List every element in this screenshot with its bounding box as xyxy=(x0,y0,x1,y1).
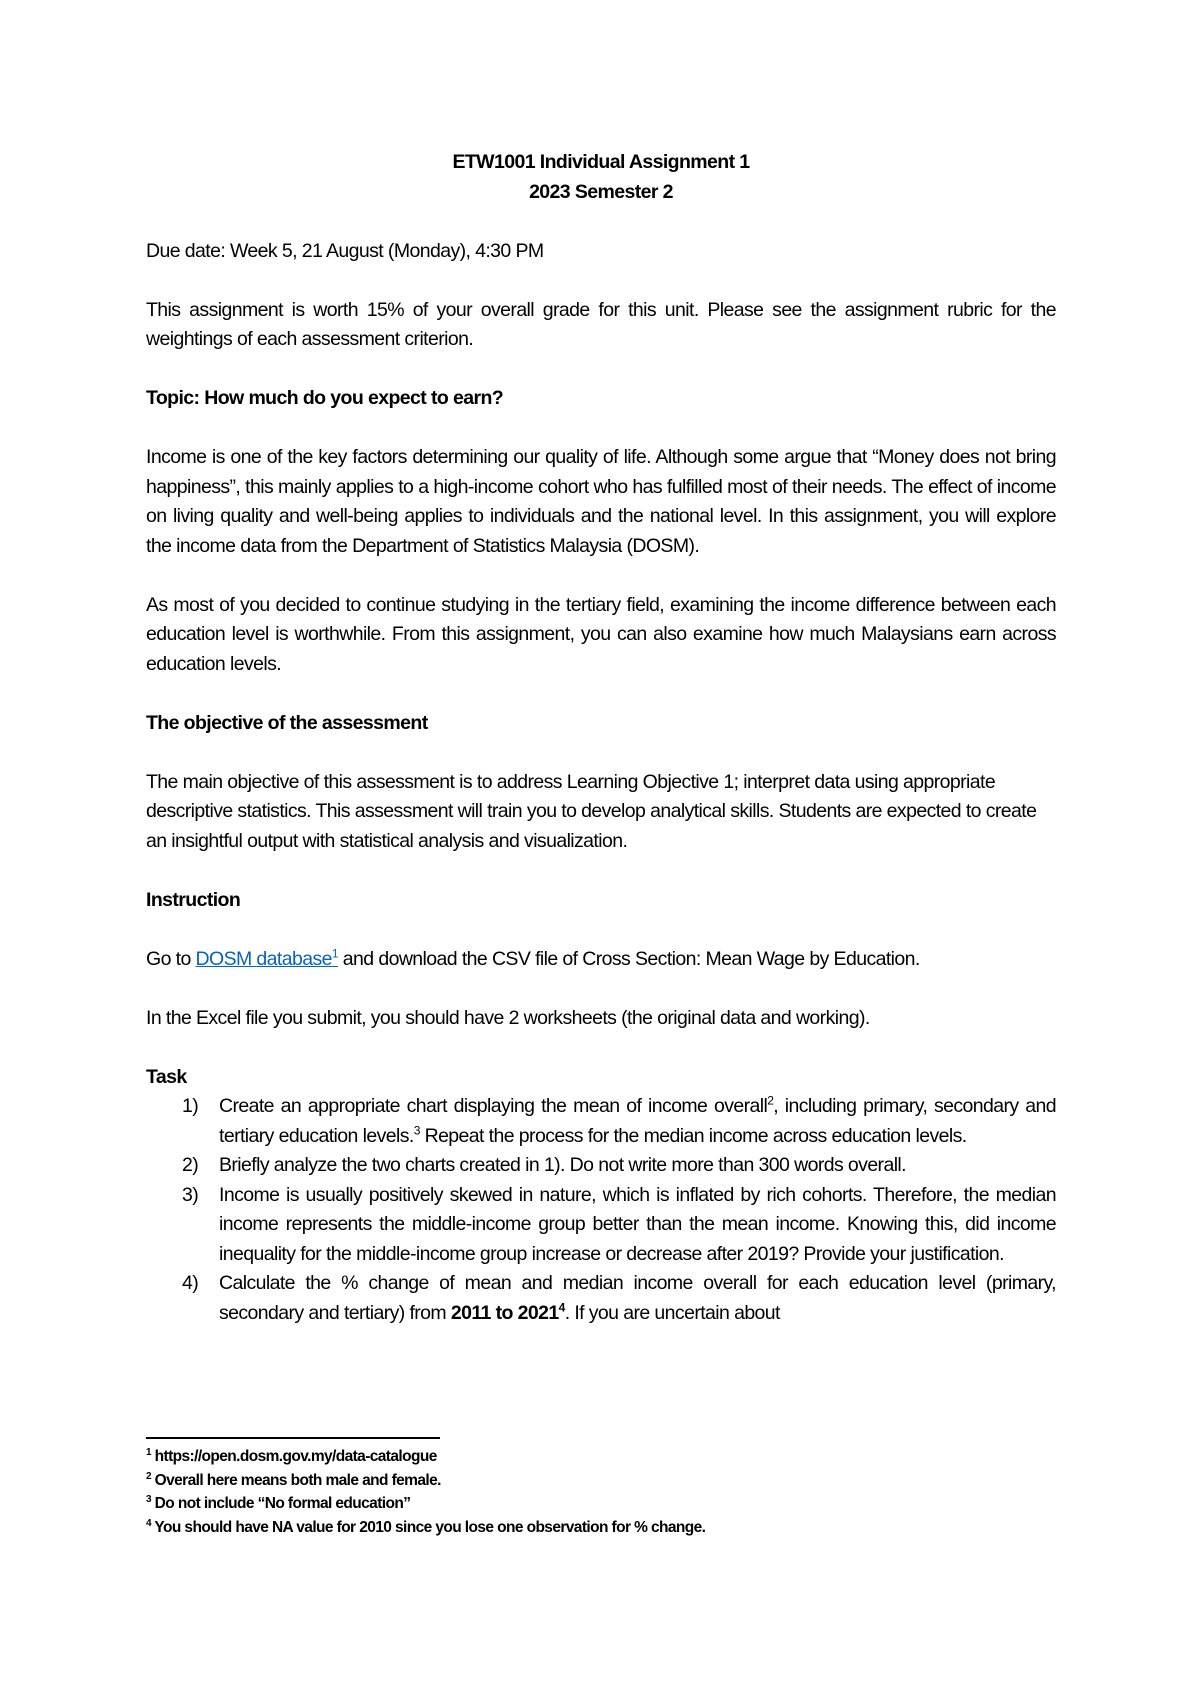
footnote-text: https://open.dosm.gov.my/data-catalogue xyxy=(150,1448,437,1465)
objective-heading: The objective of the assessment xyxy=(146,711,428,734)
footnote-ref-3: 3 xyxy=(413,1123,420,1137)
goto-prefix: Go to xyxy=(146,947,196,970)
excel-note: In the Excel file you submit, you should have 2 worksheets (the original data and working). xyxy=(146,1006,870,1029)
task-4-text-b: . If you are uncertain about xyxy=(564,1301,780,1324)
footnote-text: You should have NA value for 2010 since you lose one observation for % change. xyxy=(150,1518,706,1536)
footnote-mark: 3 xyxy=(146,1493,151,1505)
task-1-text-c: Repeat the process for the median income across education levels. xyxy=(419,1124,967,1147)
document-page xyxy=(146,148,1056,1328)
footnote-separator xyxy=(146,1437,440,1439)
task-item-1 xyxy=(146,1092,1056,1151)
education-paragraph: As most of you decided to continue studying in the tertiary field, examining the income difference between each education level is worthwhile. From this assignment, you can also examine how much Malaysians earn across education levels. xyxy=(146,593,1056,675)
footnote-text: Overall here means both male and female. xyxy=(150,1471,441,1489)
footnote-ref-4: 4 xyxy=(558,1300,565,1314)
footnote-text: Do not include “No formal education” xyxy=(150,1495,411,1512)
goto-suffix: and download the CSV file of Cross Section: Mean Wage by Education. xyxy=(337,947,920,970)
task-number: 2) xyxy=(182,1154,199,1176)
document-subtitle: 2023 Semester 2 xyxy=(529,180,673,203)
footnotes xyxy=(146,1437,1046,1539)
document-title: ETW1001 Individual Assignment 1 xyxy=(452,151,750,173)
task-1-text-b: , including primary, secondary and tertiary education levels. xyxy=(219,1095,1056,1147)
objective-text: The main objective of this assessment is to address Learning Objective 1; interpret data using appropriate descriptive statistics. This assessment will train you to develop analytical skills. Students are expected to create an insightful output with statistical analysis and visualization. xyxy=(146,770,1037,852)
task-list xyxy=(146,1092,1056,1328)
worth-paragraph: This assignment is worth 15% of your overall grade for this unit. Please see the assignment rubric for the weightings of each assessment criterion. xyxy=(146,298,1056,350)
task-number: 3) xyxy=(182,1183,199,1206)
footnote-1 xyxy=(146,1445,1046,1469)
task-3-text: Income is usually positively skewed in nature, which is inflated by rich cohorts. Therefore, the median income represents the middle-income group better than the mean income. Knowing this, did income inequality for the middle-income group increase or decrease after 2019? Provide your justification. xyxy=(219,1183,1056,1265)
task-4-text-a: Calculate the % change of mean and median income overall for each education level (primary, secondary and tertiary) from xyxy=(219,1272,1056,1324)
dosm-link-text[interactable]: DOSM database xyxy=(195,947,332,970)
footnote-2 xyxy=(146,1469,1046,1493)
task-number: 4) xyxy=(182,1272,199,1294)
task-item-4 xyxy=(146,1269,1056,1328)
footnote-ref-1[interactable]: 1 xyxy=(331,946,338,960)
task-heading: Task xyxy=(146,1065,187,1088)
footnote-mark: 4 xyxy=(146,1517,151,1529)
intro-paragraph: Income is one of the key factors determining our quality of life. Although some argue that “Money does not bring happiness”, this mainly applies to a high-income cohort who has fulfilled most of their needs. The effect of income on living quality and well-being applies to individuals and the national level. In this assignment, you will explore the income data from the Department of Statistics Malaysia (DOSM). xyxy=(146,446,1056,557)
instruction-goto xyxy=(146,945,1056,975)
instruction-heading: Instruction xyxy=(146,888,241,911)
footnote-ref-2: 2 xyxy=(767,1093,774,1108)
task-2-text: Briefly analyze the two charts created in 1). Do not write more than 300 words overall. xyxy=(219,1154,906,1176)
due-date: Due date: Week 5, 21 August (Monday), 4:30 PM xyxy=(146,239,544,262)
task-4-years: 2011 to 2021 xyxy=(450,1301,559,1324)
task-item-3 xyxy=(146,1181,1056,1270)
footnote-3 xyxy=(146,1492,1046,1516)
task-1-text-a: Create an appropriate chart displaying the mean of income overall xyxy=(219,1095,768,1117)
footnote-4 xyxy=(146,1516,1046,1540)
task-item-2 xyxy=(146,1151,1056,1181)
task-number: 1) xyxy=(182,1095,199,1117)
footnote-mark: 2 xyxy=(146,1470,151,1482)
footnote-mark: 1 xyxy=(146,1446,151,1458)
topic-heading: Topic: How much do you expect to earn? xyxy=(146,387,504,409)
dosm-database-link[interactable] xyxy=(196,948,338,970)
